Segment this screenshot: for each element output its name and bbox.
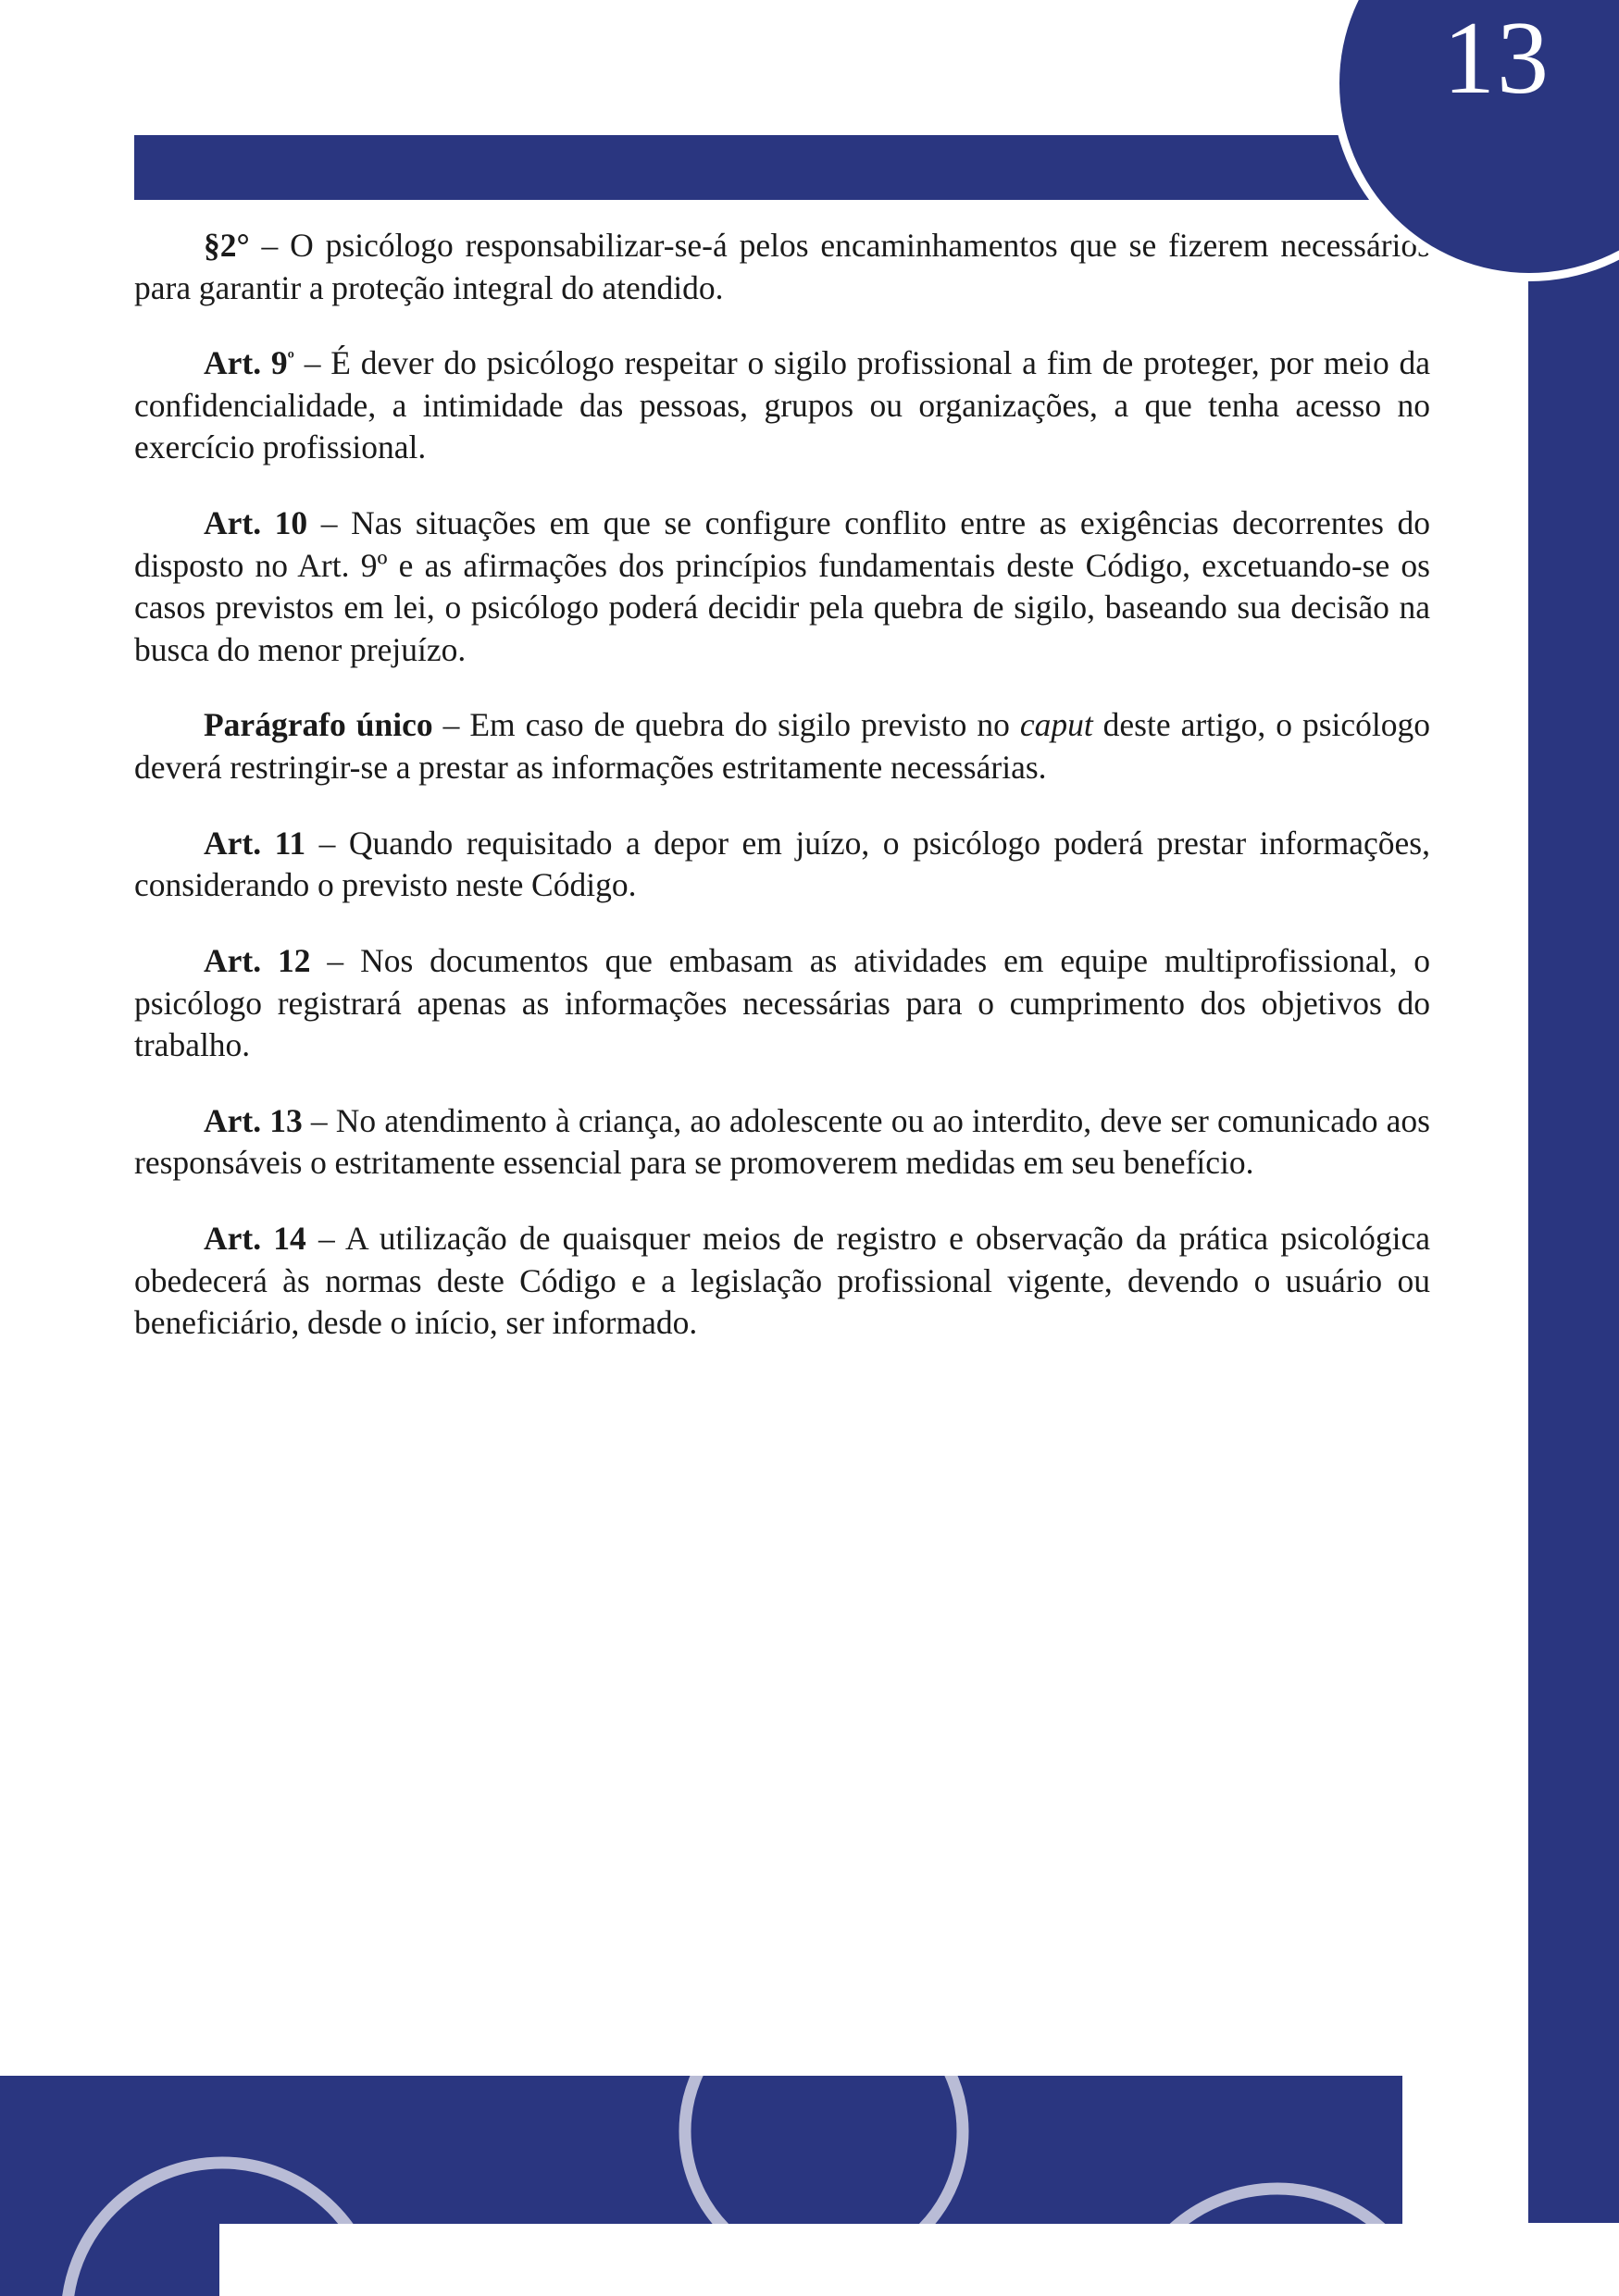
paragraph-label: Art. 12	[204, 941, 311, 979]
paragraph-label: Art. $9^º$	[204, 344, 294, 382]
paragraph-art-10	[134, 503, 1430, 671]
paragraph-text: O psicólogo responsabilizar-se-á pelos encaminhamentos que se fizerem necessários para garantir a proteção integral do atendido.	[134, 227, 1430, 306]
paragraph-dash: –	[305, 824, 349, 862]
paragraph-art-11	[134, 823, 1430, 907]
paragraph-text: Quando requisitado a depor em juízo, o psicólogo poderá prestar informações, considerando o previsto neste Código.	[134, 824, 1430, 904]
paragraph-par-2	[134, 225, 1430, 309]
page-number: 13	[1443, 1, 1551, 116]
paragraph-text: É dever do psicólogo respeitar o sigilo profissional a fim de proteger, por meio da confidencialidade, a intimidade das pessoas, grupos ou organizações, a que tenha acesso no exercício profissional.	[134, 344, 1431, 466]
paragraph-text: No atendimento à criança, ao adolescente ou ao interdito, deve ser comunicado aos responsáveis o estritamente essencial para se promoverem medidas em seu benefício.	[134, 1101, 1430, 1182]
paragraph-art-12	[134, 940, 1430, 1067]
paragraph-text: A utilização de quaisquer meios de registro e observação da prática psicológica obedecerá às normas deste Código e a legislação profissional vigente, devendo o usuário ou beneficiário, desde o início, ser informado.	[134, 1219, 1431, 1342]
header-accent-bar	[134, 135, 1467, 200]
paragraph-text: Nos documentos que embasam as atividades em equipe multiprofissional, o psicólogo registrará apenas as informações necessárias para o cumprimento dos objetivos do trabalho.	[134, 941, 1431, 1064]
paragraph-dash: –	[293, 344, 331, 382]
paragraph-dash: –	[305, 1219, 345, 1257]
footer-arc-graphic	[0, 2076, 1619, 2296]
paragraph-art-13	[134, 1100, 1430, 1185]
paragraph-dash: –	[310, 941, 361, 979]
paragraph-text-after-italic: deste artigo, o psicólogo deverá restringir-se a prestar as informações estritamente necessárias.	[134, 706, 1430, 787]
paragraph-art-14	[134, 1218, 1430, 1345]
paragraph-label: §2°	[204, 227, 250, 264]
body-text	[134, 225, 1430, 1345]
paragraph-dash: –	[432, 706, 470, 744]
paragraph-dash: –	[302, 1101, 336, 1139]
footer-decoration	[0, 2076, 1619, 2296]
paragraph-label: Art. 14	[204, 1219, 306, 1257]
italic-term-caput: caput	[1019, 706, 1093, 744]
paragraph-label: Art. 10	[204, 504, 308, 542]
paragraph-label: Parágrafo único	[204, 706, 433, 744]
paragraph-dash: –	[307, 504, 352, 542]
right-edge-accent-bar	[1528, 139, 1619, 2223]
paragraph-art-9	[134, 342, 1430, 469]
paragraph-paragrafo-unico	[134, 704, 1430, 788]
paragraph-text: Nas situações em que se configure conflito entre as exigências decorrentes do disposto no Art. 9º e as afirmações dos princípios fundamentais deste Código, excetuando-se os casos previstos em lei, o psicólogo poderá decidir pela quebra de sigilo, baseando sua decisão na busca do menor prejuízo.	[134, 504, 1430, 668]
paragraph-label: Art. 11	[204, 824, 306, 862]
paragraph-text-before-italic: Em caso de quebra do sigilo previsto no	[469, 706, 1020, 744]
paragraph-label: Art. 13	[204, 1101, 303, 1139]
paragraph-dash: –	[249, 227, 291, 264]
